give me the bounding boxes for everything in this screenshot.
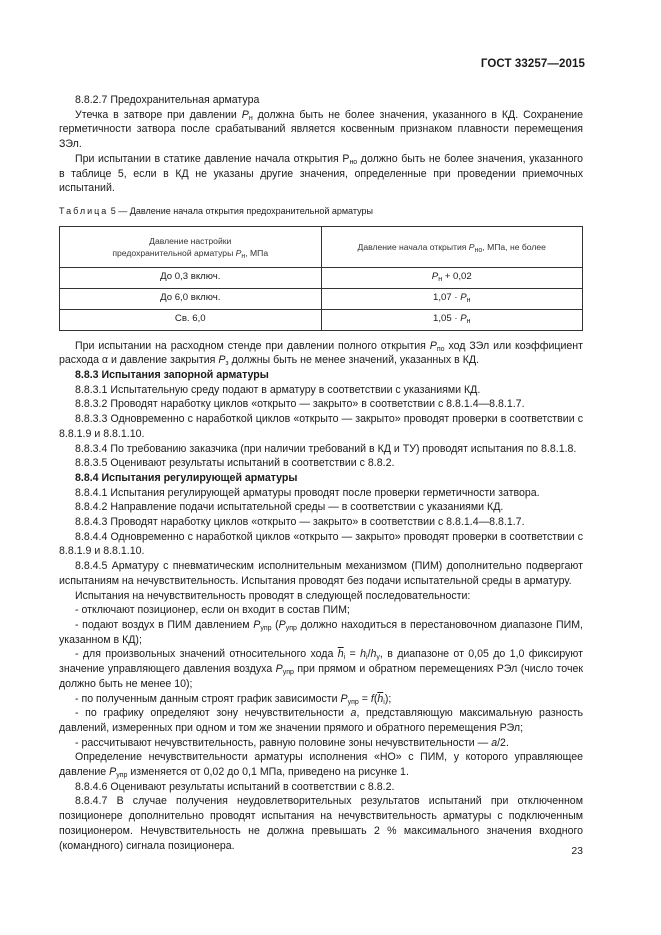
document-header: ГОСТ 33257—2015 [480, 58, 585, 70]
paragraph: При испытании в статике давление начала открытия $Р_{но}$ должно быть не более значения, указанного в таблице 5, если в КД не указаны другие значения, определенные при проведении приемочных испытаний. [59, 152, 583, 195]
paragraph: Определение нечувствительности арматуры исполнения «НО» с ПИМ, у которого управляющее давление $Р_{упр}$ изменяется от 0,02 до 0,1 МПа, приведено на рисунке 1. [59, 751, 583, 780]
paragraph: - для произвольных значений относительного хода $\overline{h}_i = h_i/h_у$, в диапазоне от 0,05 до 1,0 фиксируют значение управляющего давления воздуха $Р_{упр}$ при прямом и обратном перемещениях РЭл (число точек должно быть не менее 10); [59, 648, 583, 690]
paragraph: 8.8.3.1 Испытательную среду подают в арматуру в соответствии с указаниями КД. [75, 383, 481, 396]
paragraph: 8.8.4.4 Одновременно с наработкой циклов «открыто — закрыто» проводят проверки в соответствии с 8.8.1.9 и 8.8.1.10. [59, 530, 583, 558]
paragraph: 8.8.2.7 Предохранительная арматура [75, 94, 260, 106]
table-row [60, 267, 583, 288]
table-cell-opening: $Р_н + 0,02$ [321, 267, 583, 288]
paragraph: 8.8.4.6 Оценивают результаты испытаний в соответствии с 8.8.2. [75, 780, 395, 793]
paragraph: - по графику определяют зону нечувствительности а, представляющую максимальную разность давлений, измеренных при одном и том же значении прямого и обратного перемещения РЭл; [59, 707, 583, 734]
paragraph: - подают воздух в ПИМ давлением $Р_{упр}$ ($Р_{упр}$ должно находиться в перестановочном диапазоне ПИМ, указанном в КД); [59, 618, 583, 646]
pressure-table [59, 226, 583, 331]
paragraph: 8.8.3.2 Проводят наработку циклов «открыто — закрыто» в соответствии с 8.8.1.4—8.8.1.7. [75, 398, 525, 411]
text-section-1 [59, 93, 583, 196]
table-caption-text: 5 — Давление начала открытия предохранительной арматуры [108, 205, 373, 216]
paragraph: Испытания на нечувствительность проводят в следующей последовательности: [75, 589, 471, 602]
paragraph: 8.8.3.3 Одновременно с наработкой циклов «открыто — закрыто» проводят проверки в соответствии с 8.8.1.9 и 8.8.1.10. [59, 413, 583, 440]
table-cell-setting: До 0,3 включ. [60, 267, 322, 288]
section-heading: 8.8.4 Испытания регулирующей арматуры [75, 471, 298, 484]
table-cell-opening: $1,07 \cdot Р_н$ [321, 288, 583, 309]
section-heading: 8.8.3 Испытания запорной арматуры [75, 369, 269, 382]
page-body [59, 93, 583, 853]
paragraph: 8.8.4.7 В случае получения неудовлетворительных результатов испытаний при отключенном позиционере дополнительно проводят испытания на нечувствительность арматуры с подключенным позиционером. Нечувствительность не должна превышать 2 % максимального значения входного (командного) сигнала позиционера. [59, 795, 583, 852]
table-header-row [60, 226, 583, 267]
table-header-setting-pressure: Давление настройки предохранительной арматуры $Р_н$, МПа [60, 226, 322, 267]
page-number: 23 [571, 845, 583, 857]
table-row [60, 288, 583, 309]
table-caption-label: Таблица [59, 205, 109, 216]
table-row [60, 309, 583, 330]
table-cell-setting: До 6,0 включ. [60, 288, 322, 309]
paragraph: 8.8.4.2 Направление подачи испытательной среды — в соответствии с указаниями КД. [75, 501, 504, 514]
paragraph: 8.8.3.4 По требованию заказчика (при наличии требований в КД и ТУ) проводят испытания по 8.8.1.8. [75, 442, 577, 455]
paragraph: - по полученным данным строят график зависимости $Р_{упр} = f(\overline{h}_i)$; [75, 692, 392, 706]
paragraph: 8.8.4.3 Проводят наработку циклов «открыто — закрыто» в соответствии с 8.8.1.4—8.8.1.7. [75, 516, 525, 529]
paragraph: 8.8.4.5 Арматуру с пневматическим исполнительным механизмом (ПИМ) дополнительно подвергают испытаниям на нечувствительность. Испытания проводят без подачи испытательной среды в арматуру. [59, 560, 583, 587]
paragraph: При испытании на расходном стенде при давлении полного открытия $Р_{по}$ ход ЗЭл или коэффициент расхода α и давление закрытия $Р_з$ должны быть не менее значений, указанных в КД. [59, 339, 583, 368]
table-header-opening-pressure: Давление начала открытия $Р_{но}$, МПа, не более [321, 226, 583, 267]
paragraph: - рассчитывают нечувствительность, равную половине зоны нечувствительности — а/2. [75, 736, 509, 749]
paragraph: 8.8.4.1 Испытания регулирующей арматуры проводят после проверки герметичности затвора. [75, 486, 540, 499]
paragraph: 8.8.3.5 Оценивают результаты испытаний в соответствии с 8.8.2. [75, 457, 395, 470]
paragraph: Утечка в затворе при давлении $Р_н$ должна быть не более значения, указанного в КД. Сохранение герметичности затвора после срабатываний является косвенным признаком плавности перемещения ЗЭл. [59, 108, 583, 151]
paragraph: - отключают позиционер, если он входит в состав ПИМ; [75, 604, 350, 617]
table-cell-setting: Св. 6,0 [60, 309, 322, 330]
table-cell-opening: $1,05 \cdot Р_н$ [321, 309, 583, 330]
table-caption [59, 204, 583, 219]
text-section-2 [59, 339, 583, 854]
